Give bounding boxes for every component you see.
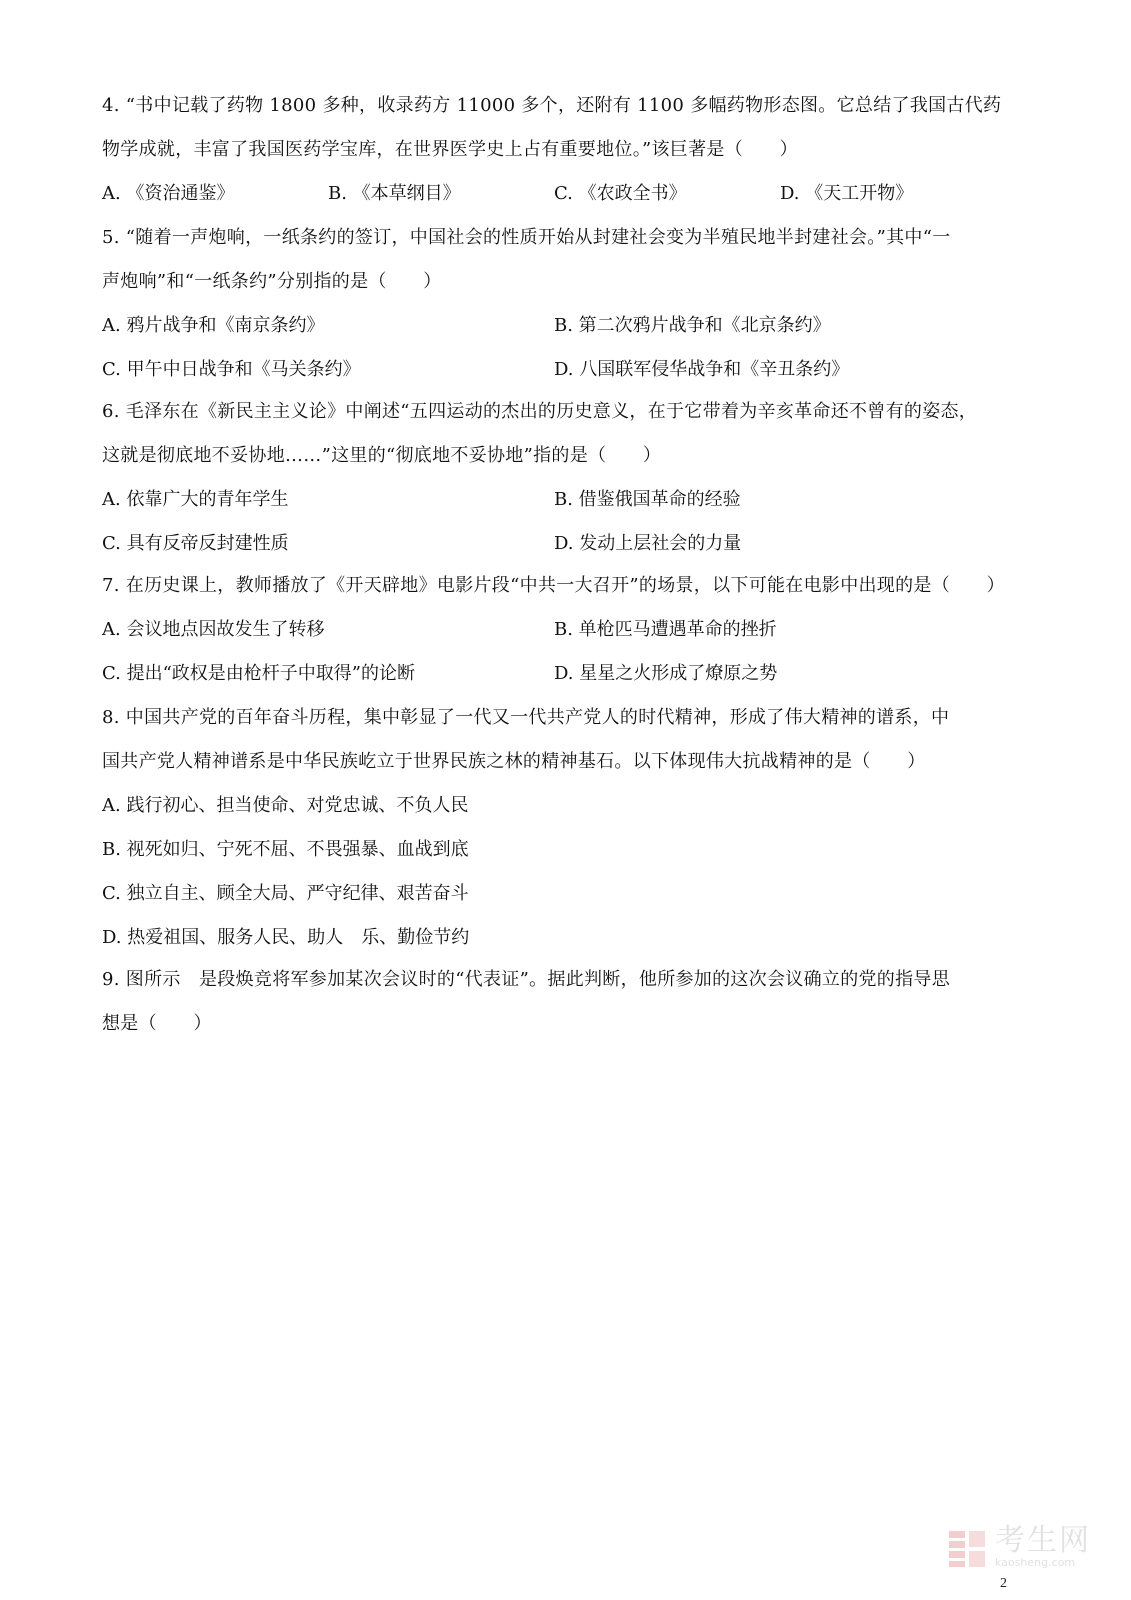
option-d: D. 发动上层社会的力量 — [554, 533, 742, 554]
option-b: B. 《本草纲目》 — [328, 183, 461, 204]
watermark-logo-icon — [947, 1527, 989, 1569]
option-d: D. 八国联军侵华战争和《辛丑条约》 — [554, 359, 850, 380]
option-a: A. 《资治通鉴》 — [102, 183, 235, 204]
options-row — [102, 478, 1032, 522]
page-number: 2 — [1000, 1576, 1007, 1591]
question-stem-line: 8. 中国共产党的百年奋斗历程，集中彰显了一代又一代共产党人的时代精神，形成了伟大精神的谱系，中 — [102, 707, 950, 728]
option-a: A. 会议地点因故发生了转移 — [102, 619, 325, 640]
option-b: B. 借鉴俄国革命的经验 — [554, 489, 741, 510]
question-stem-line: 想是（ ） — [102, 1013, 212, 1034]
option-c: C. 《农政全书》 — [554, 183, 687, 204]
question-9 — [102, 958, 1032, 1046]
option-a: A. 鸦片战争和《南京条约》 — [102, 315, 325, 336]
watermark-url: kaosheng.com — [995, 1556, 1076, 1569]
option-a: A. 依靠广大的青年学生 — [102, 489, 289, 510]
option-b: B. 单枪匹马遭遇革命的挫折 — [554, 619, 777, 640]
question-7 — [102, 564, 1032, 696]
question-stem-line: 6. 毛泽东在《新民主主义论》中阐述“五四运动的杰出的历史意义，在于它带着为辛亥革命还不曾有的姿态， — [102, 401, 978, 422]
option-b: B. 视死如归、宁死不屈、不畏强暴、血战到底 — [102, 839, 469, 860]
question-stem-line: 物学成就，丰富了我国医药学宝库，在世界医学史上占有重要地位。”该巨著是（ ） — [102, 139, 798, 160]
question-stem-line: 7. 在历史课上，教师播放了《开天辟地》电影片段“中共一大召开”的场景，以下可能在电影中出现的是（ ） — [102, 575, 1005, 596]
options-row — [102, 172, 1032, 216]
question-stem-line: 5. “随着一声炮响，一纸条约的签订，中国社会的性质开始从封建社会变为半殖民地半封建社会。”其中“一 — [102, 227, 951, 248]
options-row — [102, 348, 1032, 392]
options-row — [102, 304, 1032, 348]
option-c: C. 独立自主、顾全大局、严守纪律、艰苦奋斗 — [102, 883, 469, 904]
options-row — [102, 652, 1032, 696]
question-stem-line: 这就是彻底地不妥协地……”这里的“彻底地不妥协地”指的是（ ） — [102, 445, 662, 466]
option-c: C. 提出“政权是由枪杆子中取得”的论断 — [102, 663, 415, 684]
options-row — [102, 522, 1032, 566]
question-stem-line: 9. 图所示 是段焕竞将军参加某次会议时的“代表证”。据此判断，他所参加的这次会议确立的党的指导思 — [102, 969, 950, 990]
question-4 — [102, 84, 1032, 216]
question-8 — [102, 696, 1032, 960]
options-row — [102, 608, 1032, 652]
option-d: D. 《天工开物》 — [780, 183, 914, 204]
question-stem-line: 4. “书中记载了药物 1800 多种，收录药方 11000 多个，还附有 1100 多幅药物形态图。它总结了我国古代药 — [102, 95, 1002, 116]
question-6 — [102, 390, 1032, 566]
option-d: D. 星星之火形成了燎原之势 — [554, 663, 778, 684]
watermark-text: 考生网 — [995, 1523, 1091, 1558]
option-b: B. 第二次鸦片战争和《北京条约》 — [554, 315, 831, 336]
option-d: D. 热爱祖国、服务人民、助人 乐、勤俭节约 — [102, 927, 470, 948]
question-5 — [102, 216, 1032, 392]
option-a: A. 践行初心、担当使命、对党忠诚、不负人民 — [102, 795, 469, 816]
question-stem-line: 国共产党人精神谱系是中华民族屹立于世界民族之林的精神基石。以下体现伟大抗战精神的是（ ） — [102, 751, 926, 772]
question-stem-line: 声炮响”和“一纸条约”分别指的是（ ） — [102, 271, 442, 292]
site-watermark — [947, 1525, 1091, 1569]
option-c: C. 甲午中日战争和《马关条约》 — [102, 359, 361, 380]
option-c: C. 具有反帝反封建性质 — [102, 533, 289, 554]
